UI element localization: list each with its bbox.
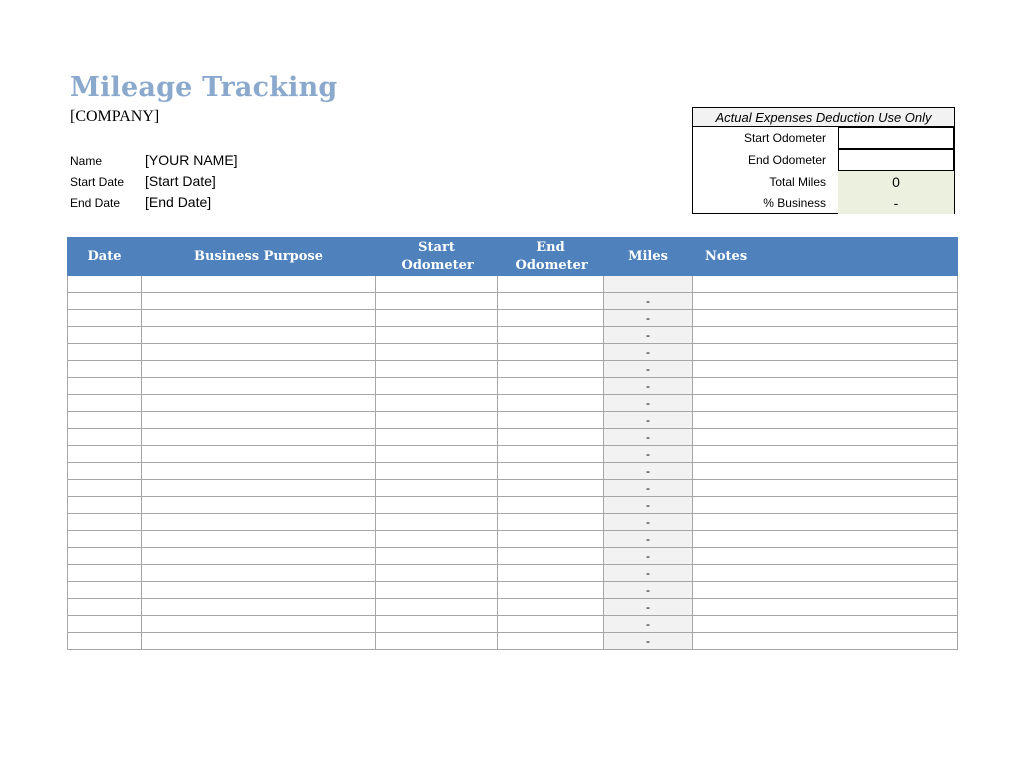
business-purpose-cell[interactable] xyxy=(142,480,376,497)
table-row xyxy=(68,310,958,327)
date-cell[interactable] xyxy=(68,395,142,412)
miles-cell: - xyxy=(604,599,693,616)
notes-cell[interactable] xyxy=(693,412,958,429)
date-cell[interactable] xyxy=(68,463,142,480)
date-cell[interactable] xyxy=(68,531,142,548)
total-miles-value: 0 xyxy=(838,171,954,193)
date-cell[interactable] xyxy=(68,344,142,361)
miles-cell: - xyxy=(604,412,693,429)
date-cell[interactable] xyxy=(68,327,142,344)
end-odometer-cell[interactable] xyxy=(498,548,604,565)
table-row xyxy=(68,361,958,378)
column-header-start-odometer xyxy=(376,238,498,276)
business-purpose-cell[interactable] xyxy=(142,310,376,327)
notes-cell[interactable] xyxy=(693,497,958,514)
table-row xyxy=(68,378,958,395)
miles-cell: - xyxy=(604,293,693,310)
business-percent-row xyxy=(693,192,954,214)
end-odometer-cell[interactable] xyxy=(498,412,604,429)
column-header-miles: Miles xyxy=(604,238,693,276)
business-purpose-cell[interactable] xyxy=(142,412,376,429)
business-purpose-cell[interactable] xyxy=(142,633,376,650)
miles-cell: - xyxy=(604,497,693,514)
start-odometer-cell[interactable] xyxy=(376,344,498,361)
date-cell[interactable] xyxy=(68,446,142,463)
end-odometer-cell[interactable] xyxy=(498,514,604,531)
notes-cell[interactable] xyxy=(693,446,958,463)
table-row xyxy=(68,327,958,344)
table-row xyxy=(68,633,958,650)
start-odometer-row xyxy=(693,127,954,149)
table-header-row xyxy=(68,238,958,276)
end-odometer-cell[interactable] xyxy=(498,310,604,327)
miles-cell: - xyxy=(604,616,693,633)
table-row xyxy=(68,616,958,633)
end-date-field[interactable]: [End Date] xyxy=(145,194,212,210)
start-odometer-input[interactable] xyxy=(838,127,954,149)
date-cell[interactable] xyxy=(68,514,142,531)
business-purpose-cell[interactable] xyxy=(142,378,376,395)
business-purpose-cell[interactable] xyxy=(142,497,376,514)
column-header-business-purpose: Business Purpose xyxy=(142,238,376,276)
date-cell[interactable] xyxy=(68,361,142,378)
end-odometer-cell[interactable] xyxy=(498,378,604,395)
table-row xyxy=(68,293,958,310)
start-odometer-cell[interactable] xyxy=(376,412,498,429)
business-purpose-cell[interactable] xyxy=(142,361,376,378)
start-odometer-cell[interactable] xyxy=(376,531,498,548)
name-field[interactable]: [YOUR NAME] xyxy=(145,152,238,168)
business-purpose-cell[interactable] xyxy=(142,395,376,412)
end-odometer-cell[interactable] xyxy=(498,446,604,463)
column-header-notes: Notes xyxy=(693,238,958,276)
start-odometer-cell[interactable] xyxy=(376,327,498,344)
start-odometer-cell[interactable] xyxy=(376,565,498,582)
date-cell[interactable] xyxy=(68,548,142,565)
notes-cell[interactable] xyxy=(693,599,958,616)
miles-cell: - xyxy=(604,446,693,463)
actual-expenses-box xyxy=(692,107,955,214)
business-purpose-cell[interactable] xyxy=(142,446,376,463)
table-row xyxy=(68,514,958,531)
start-odometer-cell[interactable] xyxy=(376,378,498,395)
miles-cell: - xyxy=(604,395,693,412)
date-cell[interactable] xyxy=(68,378,142,395)
date-cell[interactable] xyxy=(68,429,142,446)
table-row xyxy=(68,582,958,599)
end-odometer-cell[interactable] xyxy=(498,497,604,514)
start-odometer-cell[interactable] xyxy=(376,480,498,497)
business-percent-label: % Business xyxy=(763,196,826,210)
end-odometer-cell[interactable] xyxy=(498,327,604,344)
date-cell[interactable] xyxy=(68,616,142,633)
end-odometer-cell[interactable] xyxy=(498,463,604,480)
date-cell[interactable] xyxy=(68,293,142,310)
table-row xyxy=(68,497,958,514)
end-odometer-cell[interactable] xyxy=(498,361,604,378)
notes-cell[interactable] xyxy=(693,276,958,293)
business-purpose-cell[interactable] xyxy=(142,531,376,548)
table-row xyxy=(68,565,958,582)
miles-cell: - xyxy=(604,344,693,361)
end-odometer-cell[interactable] xyxy=(498,293,604,310)
start-odometer-cell[interactable] xyxy=(376,497,498,514)
table-row xyxy=(68,446,958,463)
miles-cell: - xyxy=(604,429,693,446)
end-odometer-row xyxy=(693,149,954,171)
miles-cell: - xyxy=(604,565,693,582)
end-odometer-cell[interactable] xyxy=(498,565,604,582)
notes-cell[interactable] xyxy=(693,565,958,582)
business-purpose-cell[interactable] xyxy=(142,616,376,633)
end-odometer-cell[interactable] xyxy=(498,633,604,650)
end-odometer-cell[interactable] xyxy=(498,616,604,633)
total-miles-row xyxy=(693,171,954,193)
miles-cell: - xyxy=(604,582,693,599)
business-purpose-cell[interactable] xyxy=(142,599,376,616)
actual-expenses-title: Actual Expenses Deduction Use Only xyxy=(693,108,954,127)
end-odometer-cell[interactable] xyxy=(498,429,604,446)
start-date-label: Start Date xyxy=(70,175,125,189)
table-row xyxy=(68,344,958,361)
miles-cell: - xyxy=(604,514,693,531)
business-purpose-cell[interactable] xyxy=(142,582,376,599)
notes-cell[interactable] xyxy=(693,429,958,446)
business-purpose-cell[interactable] xyxy=(142,548,376,565)
table-row xyxy=(68,395,958,412)
start-odometer-cell[interactable] xyxy=(376,429,498,446)
start-odometer-cell[interactable] xyxy=(376,514,498,531)
notes-cell[interactable] xyxy=(693,531,958,548)
start-odometer-header-text: Start Odometer xyxy=(401,239,474,273)
start-odometer-cell[interactable] xyxy=(376,310,498,327)
table-row xyxy=(68,429,958,446)
table-row xyxy=(68,276,958,293)
notes-cell[interactable] xyxy=(693,378,958,395)
end-odometer-cell[interactable] xyxy=(498,395,604,412)
table-row xyxy=(68,412,958,429)
miles-cell: - xyxy=(604,633,693,650)
business-purpose-cell[interactable] xyxy=(142,293,376,310)
notes-cell[interactable] xyxy=(693,310,958,327)
start-odometer-cell[interactable] xyxy=(376,446,498,463)
start-odometer-cell[interactable] xyxy=(376,548,498,565)
date-cell[interactable] xyxy=(68,480,142,497)
miles-cell: - xyxy=(604,327,693,344)
notes-cell[interactable] xyxy=(693,616,958,633)
table-row xyxy=(68,463,958,480)
start-odometer-cell[interactable] xyxy=(376,582,498,599)
end-odometer-input[interactable] xyxy=(838,149,954,171)
date-cell[interactable] xyxy=(68,599,142,616)
mileage-log-body xyxy=(68,276,958,650)
date-cell[interactable] xyxy=(68,565,142,582)
start-odometer-cell[interactable] xyxy=(376,599,498,616)
notes-cell[interactable] xyxy=(693,395,958,412)
notes-cell[interactable] xyxy=(693,633,958,650)
name-label: Name xyxy=(70,154,103,168)
business-purpose-cell[interactable] xyxy=(142,429,376,446)
end-odometer-cell[interactable] xyxy=(498,480,604,497)
notes-cell[interactable] xyxy=(693,361,958,378)
notes-cell[interactable] xyxy=(693,548,958,565)
page-title: Mileage Tracking xyxy=(70,72,338,103)
start-date-field[interactable]: [Start Date] xyxy=(145,173,216,189)
end-date-label: End Date xyxy=(70,196,121,210)
date-cell[interactable] xyxy=(68,633,142,650)
column-header-date: Date xyxy=(68,238,142,276)
end-odometer-header-text: End Odometer xyxy=(515,239,588,273)
business-purpose-cell[interactable] xyxy=(142,276,376,293)
notes-cell[interactable] xyxy=(693,293,958,310)
business-percent-value: - xyxy=(838,192,954,214)
business-purpose-cell[interactable] xyxy=(142,344,376,361)
miles-cell: - xyxy=(604,548,693,565)
column-header-end-odometer xyxy=(498,238,604,276)
start-odometer-cell[interactable] xyxy=(376,361,498,378)
miles-cell: - xyxy=(604,378,693,395)
business-purpose-cell[interactable] xyxy=(142,327,376,344)
miles-cell: - xyxy=(604,310,693,327)
date-cell[interactable] xyxy=(68,276,142,293)
business-purpose-cell[interactable] xyxy=(142,565,376,582)
end-odometer-label: End Odometer xyxy=(747,153,826,167)
date-cell[interactable] xyxy=(68,582,142,599)
notes-cell[interactable] xyxy=(693,463,958,480)
notes-cell[interactable] xyxy=(693,327,958,344)
table-row xyxy=(68,531,958,548)
miles-cell: - xyxy=(604,531,693,548)
date-cell[interactable] xyxy=(68,497,142,514)
start-odometer-cell[interactable] xyxy=(376,276,498,293)
table-row xyxy=(68,548,958,565)
miles-cell: - xyxy=(604,361,693,378)
start-odometer-cell[interactable] xyxy=(376,395,498,412)
end-odometer-cell[interactable] xyxy=(498,276,604,293)
company-name[interactable]: [COMPANY] xyxy=(70,108,160,125)
miles-cell: - xyxy=(604,480,693,497)
miles-cell: - xyxy=(604,463,693,480)
start-odometer-cell[interactable] xyxy=(376,293,498,310)
business-purpose-cell[interactable] xyxy=(142,514,376,531)
end-odometer-cell[interactable] xyxy=(498,582,604,599)
start-odometer-cell[interactable] xyxy=(376,463,498,480)
start-odometer-label: Start Odometer xyxy=(743,131,826,145)
miles-cell xyxy=(604,276,693,293)
table-row xyxy=(68,480,958,497)
start-odometer-cell[interactable] xyxy=(376,633,498,650)
date-cell[interactable] xyxy=(68,412,142,429)
start-odometer-cell[interactable] xyxy=(376,616,498,633)
date-cell[interactable] xyxy=(68,310,142,327)
end-odometer-cell[interactable] xyxy=(498,599,604,616)
total-miles-label: Total Miles xyxy=(769,175,826,189)
notes-cell[interactable] xyxy=(693,480,958,497)
notes-cell[interactable] xyxy=(693,344,958,361)
mileage-log-table xyxy=(67,237,958,650)
business-purpose-cell[interactable] xyxy=(142,463,376,480)
end-odometer-cell[interactable] xyxy=(498,531,604,548)
table-row xyxy=(68,599,958,616)
notes-cell[interactable] xyxy=(693,514,958,531)
end-odometer-cell[interactable] xyxy=(498,344,604,361)
notes-cell[interactable] xyxy=(693,582,958,599)
